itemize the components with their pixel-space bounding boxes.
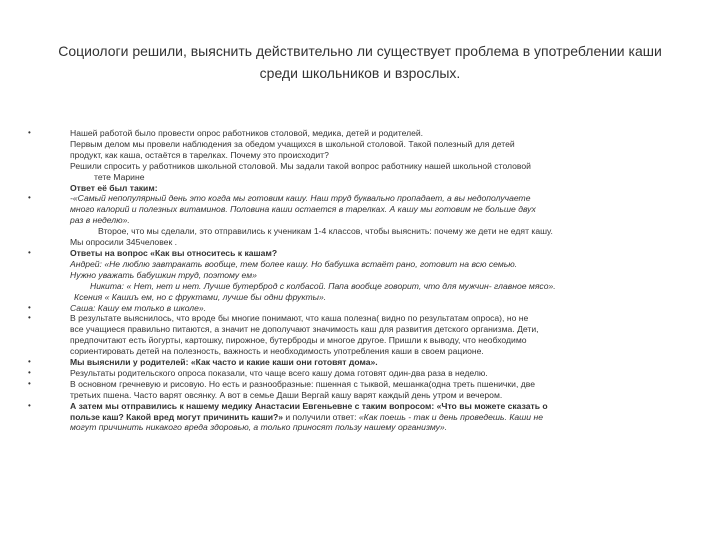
text-line: все учащиеся правильно питаются, а значит не дополучают значимость каш для развития детского организма. Дети,	[70, 324, 539, 335]
text-fragment: пользе каш? Какой вред могут причинить каши?»	[70, 411, 284, 422]
text-line: Нужно уважать бабушкин труд, поэтому ем»	[70, 269, 257, 280]
text-line: В основном гречневую и рисовую. Но есть и разнообразные: пшенная с тыквой, мешанка(одна треть пшенички, две	[70, 378, 536, 389]
text-line: предпочитают есть йогурты, картошку, пирожное, бутерброды и многое другое. Пришли к выводу, что необходимо	[70, 335, 527, 346]
bullet-marker: •	[28, 247, 31, 257]
title-line-2: среди школьников и взрослых.	[259, 65, 461, 81]
bullet-item-cook-answer	[28, 193, 678, 248]
bullet-item-parents-question	[28, 357, 678, 368]
text-line: Андрей: «Не люблю завтракать вообще, тем более кашу. Но бабушка встаёт рано, готовит на всю семью.	[70, 258, 518, 269]
text-fragment: и получили ответ:	[283, 411, 359, 422]
text-line: тете Марине	[94, 171, 145, 182]
bullet-marker: •	[28, 357, 31, 367]
bullet-marker: •	[28, 378, 31, 388]
text-line: -«Самый непопулярный день это когда мы готовим кашу. Наш труд буквально пропадает, а вы недополучаете	[70, 193, 531, 204]
text-line: Мы опросили 345человек .	[70, 237, 177, 248]
text-line: Никита: « Нет, нет и нет. Лучше бутерброд с колбасой. Папа вообще говорит, что для мужчин- главное мясо».	[90, 280, 556, 291]
text-line: сориентировать детей на полезность, важность и необходимость употребления каши в своем рационе.	[70, 346, 484, 357]
text-fragment: «Как поешь - так и день проведешь. Каши не	[358, 411, 543, 422]
text-line: Мы выяснили у родителей: «Как часто и какие каши они готовят дома».	[70, 357, 378, 368]
bullet-marker: •	[28, 313, 31, 323]
text-line: В результате выяснилось, что вроде бы многие понимают, что каша полезна( видно по результатам опроса), но не	[70, 313, 529, 324]
bullet-item-parents-results	[28, 368, 678, 379]
bullet-item-student-answers	[28, 248, 678, 303]
text-line: Нашей работой было провести опрос работников столовой, медика, детей и родителей.	[70, 128, 424, 138]
text-line: Результаты родительского опроса показали, что чаще всего кашу дома готовят один-два раза в неделю.	[70, 367, 488, 378]
text-line: Второе, что мы сделали, это отправились к ученикам 1-4 классов, чтобы выяснить: почему же дети не едят кашу.	[98, 226, 553, 237]
text-line: Ксения « Кашиъ ем, но с фруктами, лучше бы одни фрукты».	[74, 291, 327, 302]
text-line: много калорий и полезных витаминов. Половина каши остается в тарелках. А кашу мы готовим не больше двух	[70, 204, 536, 215]
bullet-marker: •	[28, 400, 31, 410]
text-line: могут причинить никакого вреда здоровью, а только приносят пользу нашему организму».	[70, 422, 448, 433]
bullet-marker: •	[28, 302, 31, 312]
bullet-item-medic-answer	[28, 401, 678, 434]
bullet-item-sasha	[28, 303, 678, 314]
bullet-item-porridge-types	[28, 379, 678, 401]
text-line: А затем мы отправились к нашему медику Анастасии Евгеньевне с таким вопросом: «Что вы можете сказать о	[70, 400, 548, 411]
bullet-marker: •	[28, 193, 31, 203]
text-line: Первым делом мы провели наблюдения за обедом учащихся в школьной столовой. Такой полезный для детей	[70, 138, 515, 149]
text-line-mixed	[70, 412, 678, 423]
text-line: Ответы на вопрос «Как вы относитесь к кашам?	[70, 247, 278, 258]
text-line: Ответ её был таким:	[70, 182, 158, 193]
text-line: Саша: Кашу ем только в школе».	[70, 302, 207, 313]
title-line-1: Социологи решили, выяснить действительно ли существует проблема в употреблении каши	[58, 43, 662, 59]
text-line: раз в неделю».	[70, 215, 130, 226]
slide-body	[28, 128, 678, 433]
bullet-item-conclusion	[28, 313, 678, 357]
slide-title	[30, 40, 690, 84]
text-line: продукт, как каша, остаётся в тарелках. Почему это происходит?	[70, 149, 329, 160]
bullet-marker: •	[28, 367, 31, 377]
bullet-item-staff-survey	[28, 128, 678, 193]
text-line: третьих пшена. Часто варят овсянку. А вот в семье Даши Вергай кашу варят каждый день утром и вечером.	[70, 389, 503, 400]
bullet-marker: •	[28, 128, 31, 137]
text-line: Решили спросить у работников школьной столовой. Мы задали такой вопрос работнику нашей школьной столовой	[70, 160, 531, 171]
